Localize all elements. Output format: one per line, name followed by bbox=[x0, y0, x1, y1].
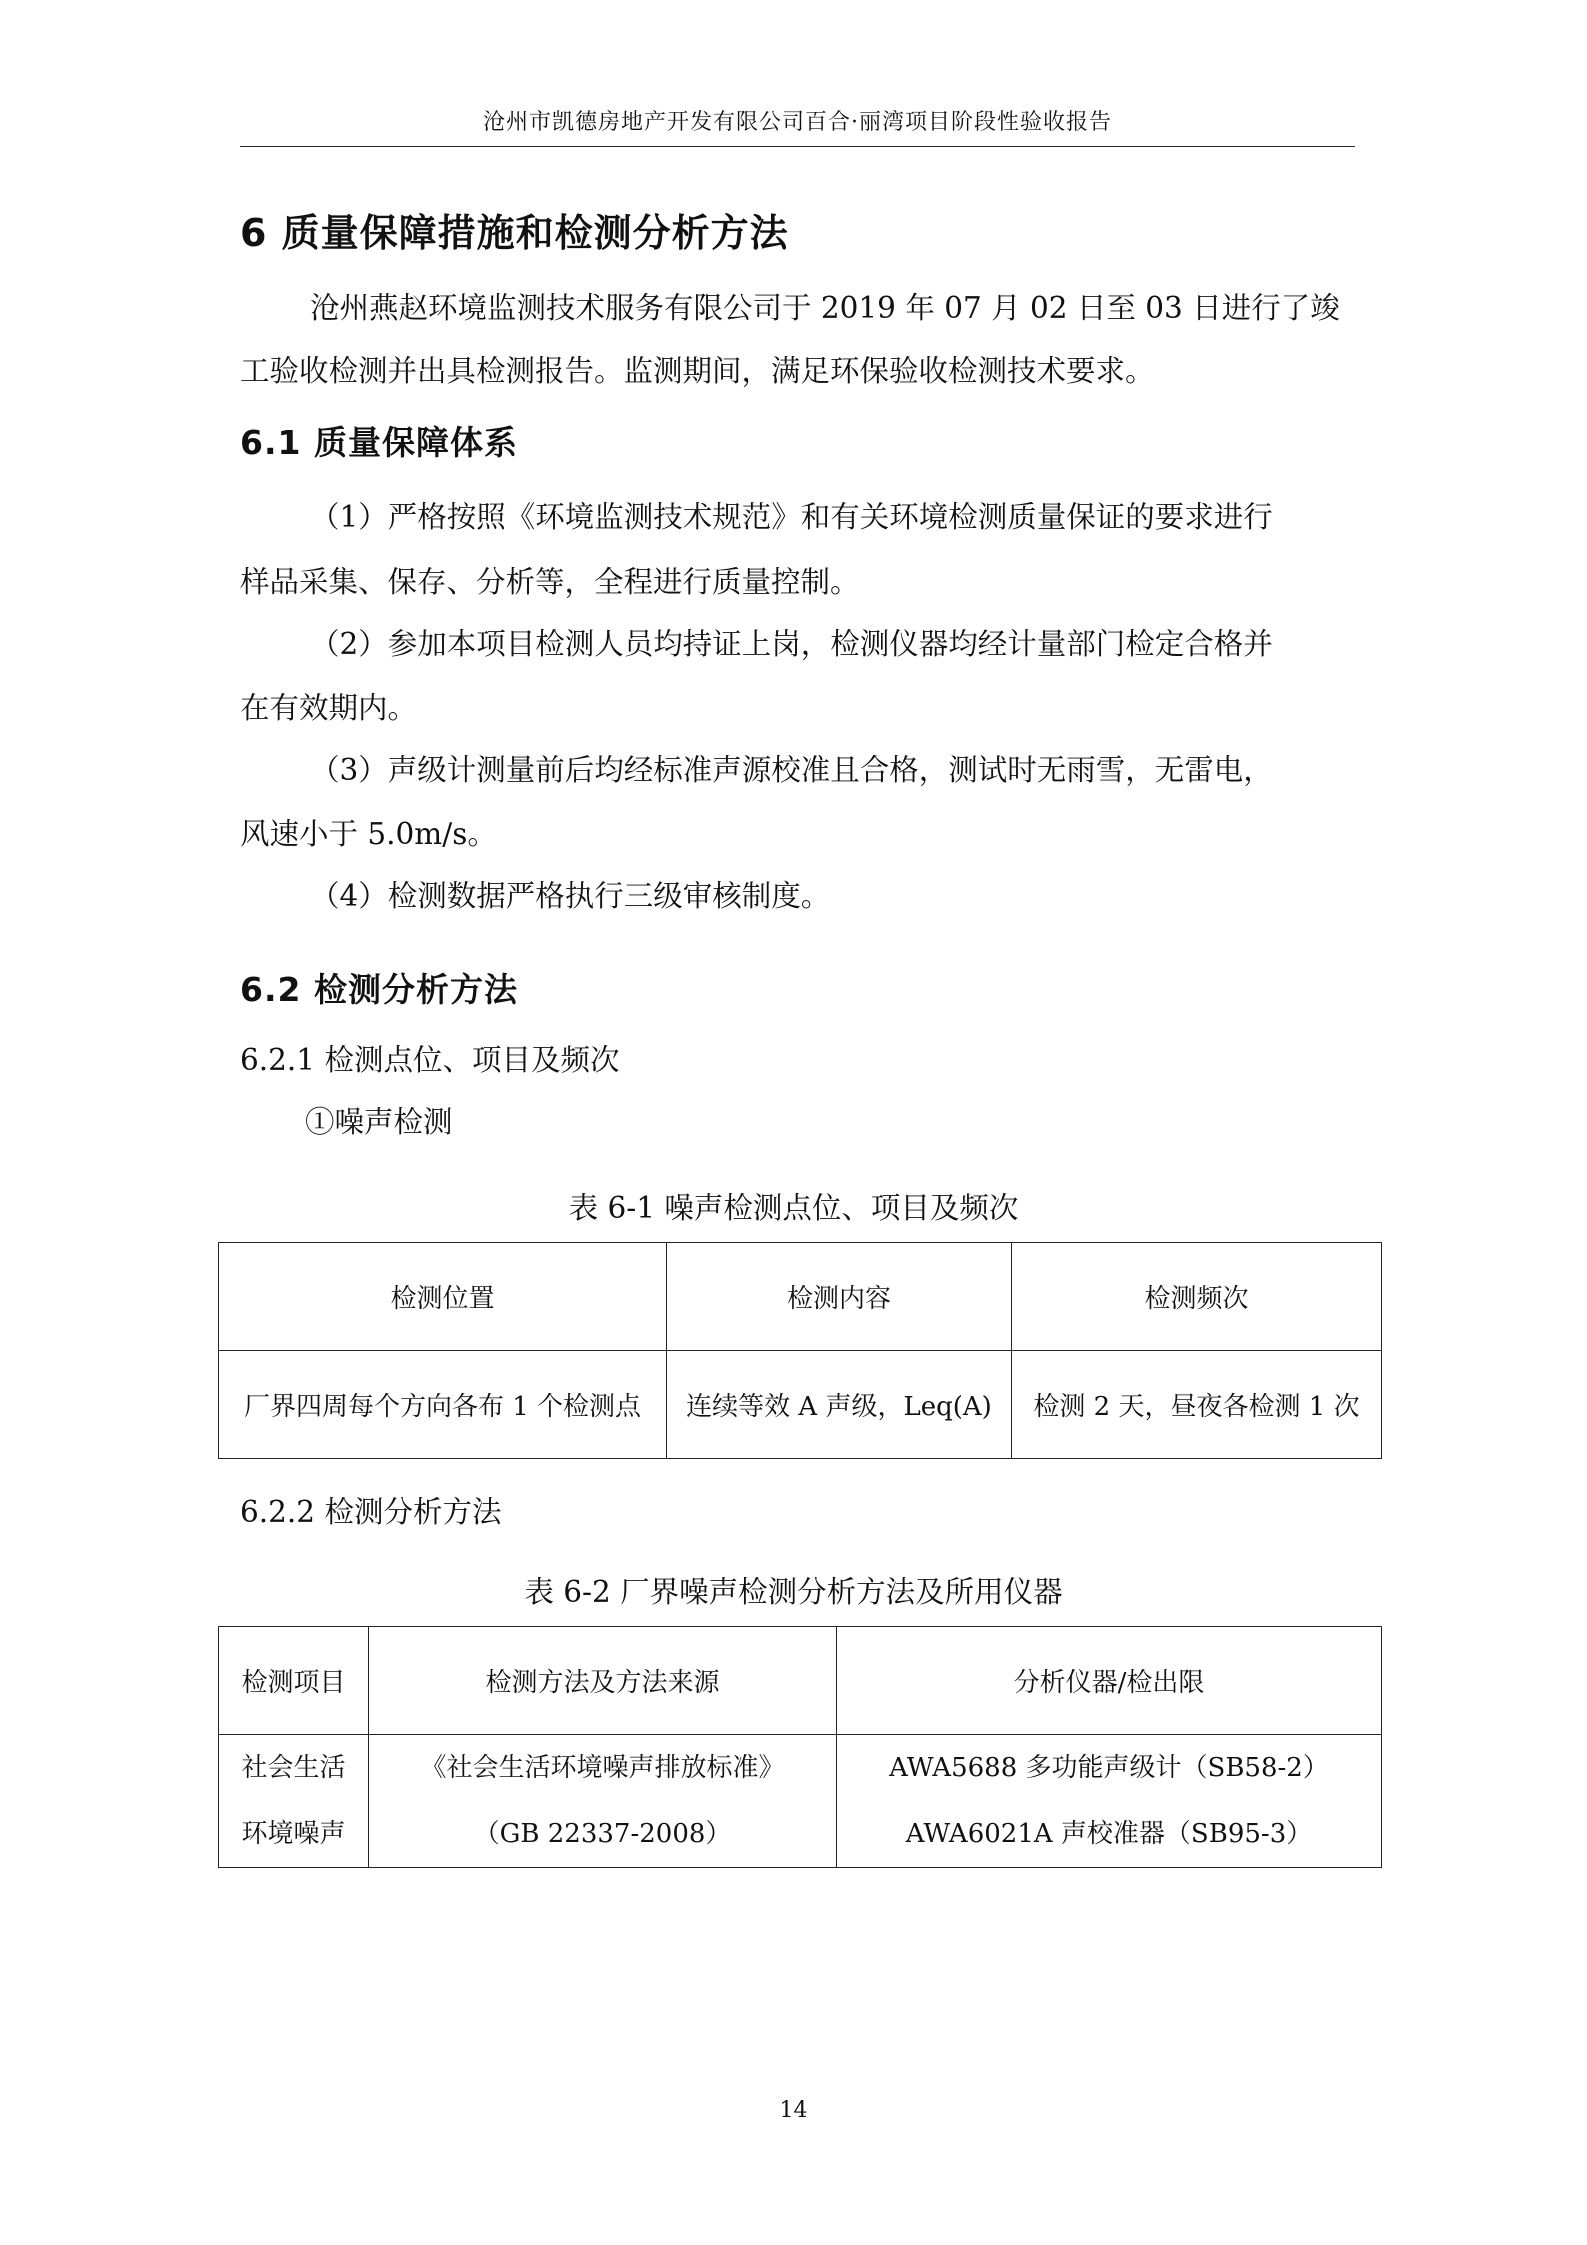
table-6-1-header-location: 检测位置 bbox=[219, 1243, 667, 1351]
table-6-2-item-line-2: 环境噪声 bbox=[241, 1819, 346, 1849]
table-6-2-header-method: 检测方法及方法来源 bbox=[369, 1627, 837, 1735]
table-6-1 bbox=[218, 1242, 1382, 1459]
section-6-2-2-title: 6.2.2 检测分析方法 bbox=[240, 1495, 502, 1529]
qa-item-3-line-2: 风速小于 5.0m/s。 bbox=[240, 817, 497, 851]
qa-item-4-line-1: （4）检测数据严格执行三级审核制度。 bbox=[310, 879, 831, 913]
qa-item-1-line-2: 样品采集、保存、分析等，全程进行质量控制。 bbox=[240, 565, 860, 599]
table-6-2-instrument-line-1: AWA5688 多功能声级计（SB58-2） bbox=[889, 1753, 1329, 1783]
running-header-title: 沧州市凯德房地产开发有限公司百合·丽湾项目阶段性验收报告 bbox=[483, 110, 1112, 135]
table-6-1-caption: 表 6-1 噪声检测点位、项目及频次 bbox=[568, 1191, 1019, 1225]
section-6-title: 6 质量保障措施和检测分析方法 bbox=[240, 211, 789, 255]
page-number: 14 bbox=[779, 2098, 808, 2123]
section-6-2-title: 6.2 检测分析方法 bbox=[240, 970, 518, 1009]
qa-item-3-line-1: （3）声级计测量前后均经标准声源校准且合格，测试时无雨雪，无雷电， bbox=[310, 753, 1273, 787]
table-6-2 bbox=[218, 1626, 1382, 1868]
table-6-2-cell-method bbox=[369, 1735, 837, 1868]
noise-detection-label: ①噪声检测 bbox=[305, 1105, 453, 1139]
table-6-1-cell-content: 连续等效 A 声级，Leq(A) bbox=[667, 1351, 1012, 1459]
table-6-2-cell-instrument bbox=[837, 1735, 1382, 1868]
table-6-1-header-row bbox=[219, 1243, 1382, 1351]
qa-item-1-line-1: （1）严格按照《环境监测技术规范》和有关环境检测质量保证的要求进行 bbox=[310, 500, 1273, 534]
qa-item-2-line-1: （2）参加本项目检测人员均持证上岗，检测仪器均经计量部门检定合格并 bbox=[310, 627, 1273, 661]
table-6-2-header-instrument: 分析仪器/检出限 bbox=[837, 1627, 1382, 1735]
qa-item-2-line-2: 在有效期内。 bbox=[240, 691, 418, 725]
table-6-1-header-content: 检测内容 bbox=[667, 1243, 1012, 1351]
table-6-1-cell-frequency: 检测 2 天，昼夜各检测 1 次 bbox=[1012, 1351, 1382, 1459]
section-6-2-1-title: 6.2.1 检测点位、项目及频次 bbox=[240, 1043, 620, 1077]
table-6-2-cell-item bbox=[219, 1735, 369, 1868]
table-6-2-instrument-line-2: AWA6021A 声校准器（SB95-3） bbox=[905, 1819, 1313, 1849]
table-6-1-cell-location: 厂界四周每个方向各布 1 个检测点 bbox=[219, 1351, 667, 1459]
table-row bbox=[219, 1735, 1382, 1868]
table-6-2-header-row bbox=[219, 1627, 1382, 1735]
table-6-2-method-line-1: 《社会生活环境噪声排放标准》 bbox=[420, 1753, 785, 1783]
table-6-2-caption: 表 6-2 厂界噪声检测分析方法及所用仪器 bbox=[524, 1575, 1063, 1609]
section-6-intro-line-1: 沧州燕赵环境监测技术服务有限公司于 2019 年 07 月 02 日至 03 日进行了竣 bbox=[310, 291, 1340, 325]
table-row bbox=[219, 1351, 1382, 1459]
section-6-intro-line-2: 工验收检测并出具检测报告。监测期间，满足环保验收检测技术要求。 bbox=[240, 354, 1155, 388]
section-6-1-title: 6.1 质量保障体系 bbox=[240, 423, 518, 462]
running-header bbox=[240, 110, 1355, 147]
table-6-1-header-frequency: 检测频次 bbox=[1012, 1243, 1382, 1351]
table-6-2-item-line-1: 社会生活 bbox=[241, 1753, 346, 1783]
table-6-2-header-item: 检测项目 bbox=[219, 1627, 369, 1735]
table-6-2-method-line-2: （GB 22337-2008） bbox=[473, 1819, 732, 1849]
